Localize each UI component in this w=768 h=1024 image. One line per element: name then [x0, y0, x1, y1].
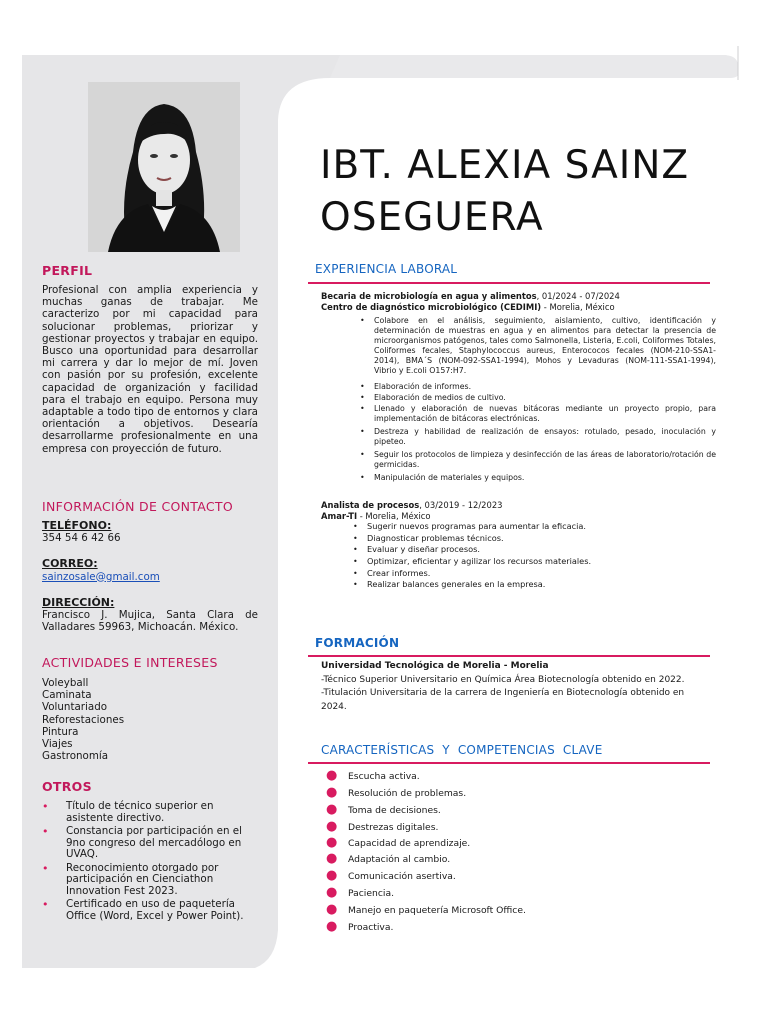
- bullet-dot-icon: ●: [326, 785, 338, 800]
- email-link[interactable]: sainzosale@gmail.com: [42, 570, 160, 583]
- bullet-dot-icon: ●: [326, 919, 338, 934]
- telefono-label: TELÉFONO:: [42, 519, 112, 532]
- list-item: • Diagnosticar problemas técnicos.: [353, 532, 504, 543]
- bullet-dot-icon: •: [42, 861, 49, 875]
- bullet-dot-icon: •: [42, 800, 49, 813]
- list-item: Caminata: [42, 689, 92, 702]
- section-divider: [308, 655, 710, 657]
- list-item: ● Escucha activa.: [326, 768, 420, 783]
- list-item: ● Proactiva.: [326, 919, 394, 934]
- list-item: Pintura: [42, 725, 79, 738]
- list-item: ● Capacidad de aprendizaje.: [326, 835, 471, 850]
- name-line-1: IBT. ALEXIA SAINZ: [320, 143, 690, 188]
- bullet-dot-icon: ●: [326, 768, 338, 783]
- list-item: • Destreza y habilidad de realización de ensayos: rotulado, pesado, inoculación y pipeteo.: [360, 427, 716, 447]
- list-item: ● Destrezas digitales.: [326, 819, 439, 834]
- list-item: • Reconocimiento otorgado por participación en Cienciathon Innovation Fest 2023.: [42, 861, 219, 897]
- list-item: Viajes: [42, 738, 73, 751]
- formacion-line: -Técnico Superior Universitario en Química Área Biotecnología obtenido en 2022.: [321, 674, 685, 685]
- formacion-block: [321, 660, 701, 714]
- list-item: Voleyball: [42, 677, 89, 689]
- job-location: - Morelia, México: [541, 301, 615, 312]
- list-item: • Elaboración de medios de cultivo.: [360, 393, 506, 403]
- job-company: Amar-TI: [321, 510, 358, 521]
- list-item: • Constancia por participación en el 9no congreso del mercadólogo en UVAQ.: [42, 825, 242, 860]
- list-item: ● Paciencia.: [326, 885, 394, 900]
- job-location: - Morelia, México: [357, 510, 431, 521]
- list-item: ● Adaptación al cambio.: [326, 851, 451, 866]
- job-dates: , 01/2024 - 07/2024: [536, 291, 620, 301]
- list-item: Reforestaciones: [42, 713, 125, 726]
- job-title: Analista de procesos: [321, 500, 420, 510]
- section-divider: [308, 762, 710, 764]
- actividades-list: [42, 677, 258, 762]
- job-dates: , 03/2019 - 12/2023: [419, 500, 503, 510]
- job-1: [321, 291, 716, 483]
- list-item: • Manipulación de materiales y equipos.: [360, 473, 525, 483]
- bullet-dot-icon: ●: [326, 851, 338, 866]
- experiencia-heading: EXPERIENCIA LABORAL: [315, 262, 458, 276]
- correo-label: CORREO:: [42, 557, 98, 571]
- list-item: • Seguir los protocolos de limpieza y desinfección de las áreas de laboratorio/rotación de germicidas.: [360, 450, 716, 470]
- list-item: • Optimizar, eficientar y agilizar los recursos materiales.: [353, 555, 592, 566]
- bullet-dot-icon: •: [42, 825, 49, 838]
- telefono-value: 354 54 6 42 66: [42, 532, 121, 545]
- section-divider: [308, 282, 710, 284]
- bullet-dot-icon: •: [42, 898, 49, 911]
- perfil-text: Profesional con amplia experiencia y muchas ganas de trabajar. Me caracterizo por mi capacidad para solucionar problemas, priorizar y gestionar proyectos y trabajar en equipo. Busco una oportunidad para desarrollar mi carrera y dar lo mejor de mí. Joven con pasión por su profesión, excelente capacidad de organización y facilidad para el trabajo en equipo. Persona muy adaptable a todo tipo de entornos y clara orientación a objetivos. Desearía desarrollarme profesionalmente en una empresa con proyección de futuro.: [42, 284, 258, 455]
- list-item: ● Comunicación asertiva.: [326, 868, 456, 883]
- contacto-heading: INFORMACIÓN DE CONTACTO: [42, 499, 233, 514]
- contact-block: [42, 520, 258, 633]
- list-item: ● Resolución de problemas.: [326, 785, 467, 800]
- formacion-line: -Titulación Universitaria de la carrera de Ingeniería en Biotecnología obtenido en 2024.: [321, 688, 685, 712]
- otros-list: [42, 801, 252, 924]
- competencias-heading: CARACTERÍSTICAS Y COMPETENCIAS CLAVE: [321, 743, 603, 757]
- list-item: • Realizar balances generales en la empresa.: [353, 579, 546, 590]
- direccion-label: DIRECCIÓN:: [42, 595, 115, 609]
- direccion-value: Francisco J. Mujica, Santa Clara de Valladares 59963, Michoacán. México.: [42, 609, 258, 634]
- job-company: Centro de diagnóstico microbiológico (CEDIMI): [321, 301, 542, 312]
- list-item: • Elaboración de informes.: [360, 382, 472, 392]
- bullet-dot-icon: ●: [326, 868, 338, 883]
- list-item: Voluntariado: [42, 701, 108, 714]
- bullet-dot-icon: ●: [326, 802, 338, 817]
- candidate-name: [320, 140, 740, 244]
- job-title: Becaria de microbiología en agua y alimentos: [321, 291, 537, 301]
- name-line-2: OSEGUERA: [320, 195, 544, 240]
- perfil-heading: PERFIL: [42, 263, 93, 278]
- list-item: • Crear informes.: [353, 567, 431, 578]
- list-item: • Título de técnico superior en asistente directivo.: [42, 800, 214, 824]
- portrait-icon: [88, 82, 240, 252]
- list-item: • Colabore en el análisis, seguimiento, aislamiento, cultivo, identificación y determinación de muestras en agua y en alimentos para detectar la presencia de microorganismos patógenos, tales como Salmonella, Listeria, E.coli, Coliformes Totales, Coliformes fecales, Staphylococcus aureus, Enterococos fecales (NOM-210-SSA1- 2014), BMA´S (NOM-092-SSA1-1994), Mohos y Levaduras (NOM-111-SSA1-1994), Vibrio y E.coli O157:H7.: [360, 316, 716, 376]
- list-item: • Evaluar y diseñar procesos.: [353, 544, 480, 555]
- bullet-dot-icon: ●: [326, 902, 338, 917]
- bullet-dot-icon: ●: [326, 835, 338, 850]
- list-item: • Sugerir nuevos programas para aumentar la eficacia.: [353, 521, 587, 532]
- list-item: • Certificado en uso de paquetería Office (Word, Excel y Power Point).: [42, 898, 244, 922]
- formacion-heading: FORMACIÓN: [315, 636, 400, 650]
- profile-photo: [88, 82, 240, 252]
- bullet-dot-icon: ●: [326, 819, 338, 834]
- list-item: ● Manejo en paquetería Microsoft Office.: [326, 902, 526, 917]
- school-name: Universidad Tecnológica de Morelia - Morelia: [321, 661, 549, 671]
- job-2: [321, 500, 716, 591]
- list-item: ● Toma de decisiones.: [326, 802, 441, 817]
- bullet-dot-icon: ●: [326, 885, 338, 900]
- actividades-heading: ACTIVIDADES E INTERESES: [42, 655, 218, 670]
- otros-heading: OTROS: [42, 779, 92, 794]
- list-item: • Llenado y elaboración de nuevas bitácoras mediante un proyecto propio, para implementación de bitácoras electrónicas.: [360, 404, 716, 424]
- list-item: Gastronomía: [42, 750, 109, 763]
